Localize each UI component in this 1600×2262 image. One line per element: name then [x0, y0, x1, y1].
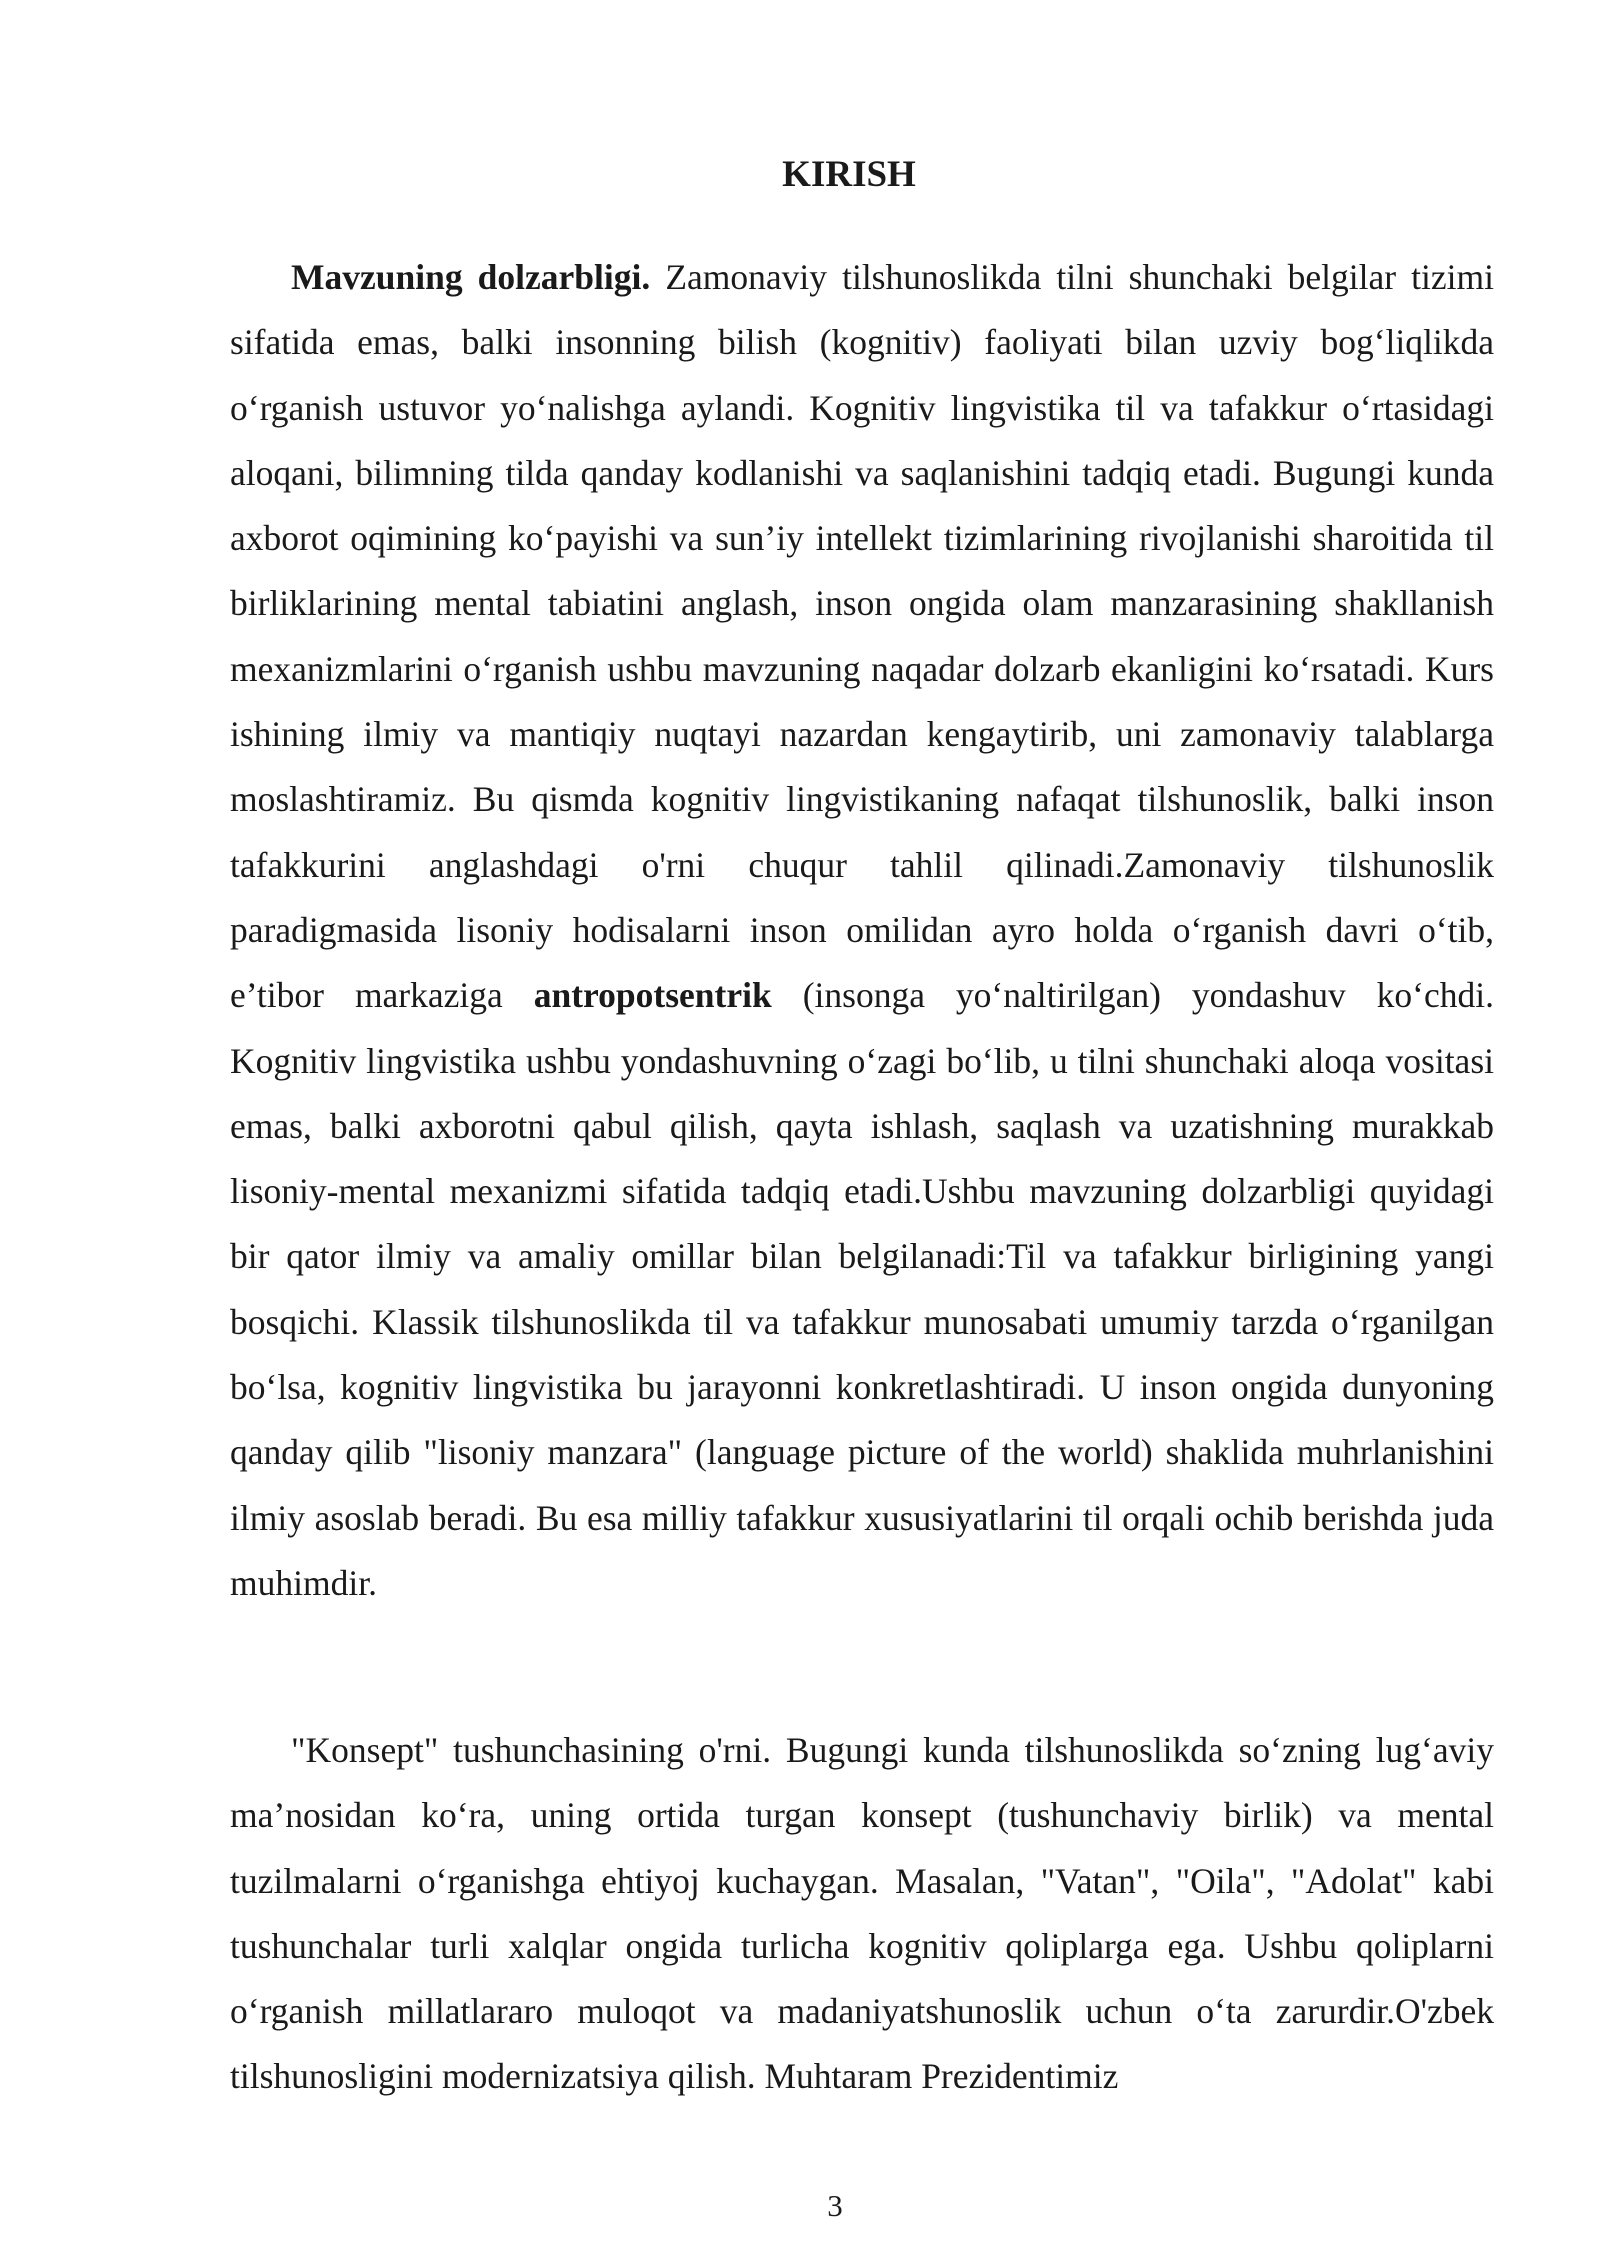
section-heading: KIRISH — [782, 154, 916, 195]
paragraph-text: Zamonaviy tilshunoslikda tilni shunchaki belgilar tizimi sifatida emas, balki insonning bilish (kognitiv) faoliyati bilan uzviy bog‘liqlikda o‘rganish ustuvor yo‘nalishga aylandi. Kognitiv lingvistika til va tafakkur o‘rtasidagi aloqani, bilimning tilda qanday kodlanishi va saqlanishini tadqiq etadi. Bugungi kunda axborot oqimining ko‘payishi va sun’iy intellekt tizimlarining rivojlanishi sharoitida til birliklarining mental tabiatini anglash, inson ongida olam manzarasining shakllanish mexanizmlarini o‘rganish ushbu mavzuning naqadar dolzarb ekanligini ko‘rsatadi. Kurs ishining ilmiy va mantiqiy nuqtayi nazardan kengaytirib, uni zamonaviy talablarga moslashtiramiz. Bu qismda kognitiv lingvistikaning nafaqat tilshunoslik, balki inson tafakkurini anglashdagi o'rni chuqur tahlil qilinadi.Zamonaviy tilshunoslik paradigmasida lisoniy hodisalarni inson omilidan ayro holda o‘rganish davri o‘tib, e’tibor markaziga — [230, 257, 1494, 1016]
paragraph-text: "Konsept" tushunchasining o'rni. Bugungi kunda tilshunoslikda so‘zning lug‘aviy ma’nosidan ko‘ra, uning ortida turgan konsept (tushunchaviy birlik) va mental tuzilmalarni o‘rganishga ehtiyoj kuchaygan. Masalan, "Vatan", "Oila", "Adolat" kabi tushunchalar turli xalqlar ongida turlicha kognitiv qoliplarga ega. Ushbu qoliplarni o‘rganish millatlararo muloqot va madaniyatshunoslik uchun o‘ta zarurdir.O'zbek tilshunosligini modernizatsiya qilish. Muhtaram Prezidentimiz — [230, 1730, 1494, 2097]
paragraph-lead: Mavzuning dolzarbligi. — [291, 257, 651, 297]
page-number: 3 — [827, 2188, 843, 2223]
emphasis-term: antropotsentrik — [533, 975, 772, 1016]
paragraph-concept — [230, 1718, 1494, 2110]
paragraph-relevance — [230, 245, 1494, 1616]
paragraph-text-continued: (insonga yo‘naltirilgan) yondashuv ko‘chdi. Kognitiv lingvistika ushbu yondashuvning o‘zagi bo‘lib, u tilni shunchaki aloqa vositasi emas, balki axborotni qabul qilish, qayta ishlash, saqlash va uzatishning murakkab lisoniy-mental mexanizmi sifatida tadqiq etadi.Ushbu mavzuning dolzarbligi quyidagi bir qator ilmiy va amaliy omillar bilan belgilanadi:Til va tafakkur birligining yangi bosqichi. Klassik tilshunoslikda til va tafakkur munosabati umumiy tarzda o‘rganilgan bo‘lsa, kognitiv lingvistika bu jarayonni konkretlashtiradi. U inson ongida dunyoning qanday qilib "lisoniy manzara" (language picture of the world) shaklida muhrlanishini ilmiy asoslab beradi. Bu esa milliy tafakkur xususiyatlarini til orqali ochib berishda juda muhimdir. — [230, 975, 1494, 1603]
